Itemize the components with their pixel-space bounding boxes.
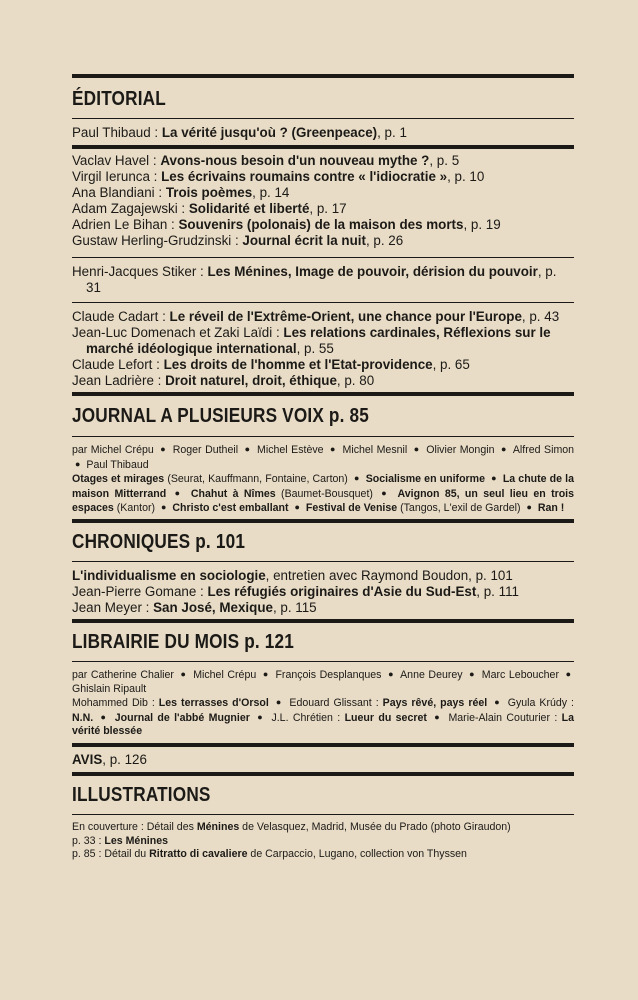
- journal-item-title: Christo c'est emballant: [172, 502, 289, 515]
- bullet-separator: ●: [353, 473, 360, 484]
- librairie-heading: LIBRAIRIE DU MOIS p. 121: [72, 630, 295, 653]
- bullet-separator: ●: [526, 502, 532, 513]
- bullet-separator: ●: [500, 444, 507, 454]
- librairie-contributors: [72, 668, 574, 696]
- editorial-group-2: [72, 264, 574, 296]
- contributors-prefix: par: [72, 668, 91, 681]
- entry-author: Virgil Ierunca :: [72, 169, 162, 184]
- editorial-lead-entry: [72, 125, 574, 141]
- journal-item-title: Avignon 85, un seul lieu en trois espaces: [72, 487, 575, 515]
- illustration-title: Ritratto di cavaliere: [149, 848, 248, 861]
- toc-entry: [72, 153, 574, 169]
- toc-entry: [72, 600, 574, 616]
- entry-page: , p. 80: [336, 373, 375, 388]
- toc-entry: [72, 264, 574, 296]
- toc-entry: [72, 201, 574, 217]
- entry-author: Claude Cadart :: [72, 309, 170, 324]
- review-author: Marie-Alain Couturier :: [448, 711, 562, 724]
- bullet-separator: ●: [161, 502, 167, 513]
- entry-author: Adrien Le Bihan :: [72, 217, 179, 232]
- bullet-separator: ●: [275, 697, 283, 708]
- bullet-separator: ●: [244, 444, 251, 454]
- review-title: Les terrasses d'Orsol: [158, 697, 269, 710]
- entry-page: , p. 10: [447, 169, 485, 184]
- editorial-heading: ÉDITORIAL: [72, 88, 166, 110]
- toc-entry: [72, 217, 574, 233]
- entry-title: Les relations cardinales, Réflexions sur le marché idéologique international: [86, 325, 551, 356]
- entry-title: Les écrivains roumains contre « l'idiocratie »: [161, 169, 448, 184]
- entry-title: L'individualisme en sociologie: [72, 567, 266, 583]
- review-title: Journal de l'abbé Mugnier: [114, 711, 250, 724]
- journal-item-title: La chute de la maison Mitterrand: [72, 473, 574, 500]
- journal-item-title: Festival de Venise: [305, 502, 398, 515]
- review-title: N.N.: [72, 711, 94, 724]
- entry-page: , p. 17: [309, 201, 347, 216]
- bullet-separator: ●: [174, 487, 183, 498]
- toc-entry: [72, 568, 574, 584]
- chroniques-heading: CHRONIQUES p. 101: [72, 530, 246, 553]
- illustrations-entries: [72, 821, 574, 862]
- contributor-name: Michel Estève: [257, 444, 324, 456]
- journal-item-title: Chahut à Nîmes: [190, 487, 276, 500]
- review-author: Edouard Glissant :: [289, 697, 383, 710]
- bullet-separator: ●: [294, 502, 300, 513]
- entry-page: , p. 65: [432, 357, 470, 372]
- contributor-name: Roger Dutheil: [172, 444, 239, 456]
- entry-author: Jean-Luc Domenach et Zaki Laïdi :: [72, 325, 284, 340]
- review-title: La vérité blessée: [72, 711, 575, 738]
- entry-title: Journal écrit la nuit: [242, 233, 366, 248]
- bullet-separator: ●: [434, 711, 442, 722]
- review-author: J.L. Chrétien :: [271, 711, 345, 724]
- bullet-separator: ●: [491, 473, 497, 484]
- entry-page: , p. 14: [252, 185, 290, 200]
- illustration-entry: [72, 848, 574, 862]
- entry-page: , p. 1: [377, 125, 407, 140]
- bullet-separator: ●: [75, 458, 81, 469]
- entry-author: Adam Zagajewski :: [72, 201, 189, 216]
- toc-entry: [72, 233, 574, 249]
- review-author: Mohammed Dib :: [72, 697, 159, 710]
- entry-author: Vaclav Havel :: [72, 153, 161, 168]
- entry-title: Souvenirs (polonais) de la maison des morts: [178, 217, 464, 232]
- toc-entry: [72, 185, 574, 201]
- illustrations-heading: ILLUSTRATIONS: [72, 783, 211, 806]
- toc-entry: [72, 169, 574, 185]
- editorial-group-1: [72, 153, 574, 249]
- bullet-separator: ●: [494, 697, 501, 708]
- illustration-prefix: p. 33 :: [72, 834, 105, 847]
- entry-author: Jean Meyer :: [72, 599, 154, 615]
- entry-title: Les droits de l'homme et l'Etat-providence: [163, 357, 433, 372]
- entry-title: Les Ménines, Image de pouvoir, dérision du pouvoir: [207, 264, 538, 279]
- illustration-prefix: p. 85 : Détail du: [72, 848, 150, 861]
- bullet-separator: ●: [413, 444, 420, 454]
- entry-title: Avons-nous besoin d'un nouveau mythe ?: [160, 153, 430, 168]
- bullet-separator: ●: [381, 487, 390, 498]
- bullet-separator: ●: [160, 444, 167, 454]
- bullet-separator: ●: [469, 668, 476, 679]
- avis-page: , p. 126: [102, 751, 147, 767]
- journal-item-title: Socialisme en uniforme: [365, 473, 485, 486]
- illustration-title: Les Ménines: [104, 834, 168, 847]
- toc-entry: [72, 584, 574, 600]
- journal-contributors: [72, 443, 574, 472]
- illustration-title: Ménines: [196, 820, 240, 833]
- bullet-separator: ●: [565, 668, 571, 679]
- entry-title: La vérité jusqu'où ? (Greenpeace): [161, 125, 378, 140]
- review-author: Gyula Krúdy :: [507, 697, 575, 710]
- entry-page: , p. 111: [476, 583, 519, 599]
- entry-title: Droit naturel, droit, éthique: [165, 373, 337, 388]
- illustration-entry: [72, 821, 574, 835]
- contributor-name: Olivier Mongin: [426, 444, 495, 456]
- bullet-separator: ●: [262, 668, 269, 679]
- bullet-separator: ●: [180, 668, 187, 679]
- illustration-suffix: de Carpaccio, Lugano, collection von Thyssen: [247, 848, 467, 861]
- contributor-name: Marc Leboucher: [481, 668, 559, 681]
- entry-author: Jean-Pierre Gomane :: [72, 583, 208, 599]
- journal-item-note: (Kantor): [113, 502, 156, 515]
- entry-page: , entretien avec Raymond Boudon, p. 101: [265, 567, 513, 583]
- contributor-name: Michel Crépu: [90, 444, 154, 456]
- journal-item-title: Ran !: [537, 502, 565, 515]
- entry-page: , p. 26: [365, 233, 404, 248]
- entry-author: Ana Blandiani :: [72, 185, 166, 200]
- toc-entry: [72, 309, 574, 325]
- journal-item-title: Otages et mirages: [72, 473, 165, 486]
- entry-page: , p. 115: [272, 599, 317, 615]
- illustration-suffix: de Velasquez, Madrid, Musée du Prado (photo Giraudon): [239, 820, 511, 833]
- contributor-name: Paul Thibaud: [86, 458, 149, 471]
- entry-page: , p. 19: [463, 217, 501, 232]
- contributor-name: Anne Deurey: [400, 668, 463, 681]
- contributors-prefix: par: [72, 444, 91, 456]
- contributor-name: François Desplanques: [275, 668, 382, 681]
- contents-column: [72, 74, 574, 862]
- review-title: Lueur du secret: [344, 711, 427, 724]
- bullet-separator: ●: [257, 711, 265, 722]
- entry-author: Paul Thibaud :: [72, 125, 162, 140]
- review-title: Pays rêvé, pays réel: [382, 697, 488, 710]
- entry-author: Jean Ladrière :: [72, 373, 166, 388]
- entry-author: Claude Lefort :: [72, 357, 164, 372]
- entry-author: Gustaw Herling-Grudzinski :: [72, 233, 243, 248]
- entry-title: Solidarité et liberté: [188, 201, 310, 216]
- bullet-separator: ●: [388, 668, 395, 679]
- entry-title: Le réveil de l'Extrême-Orient, une chance pour l'Europe: [169, 309, 522, 324]
- contributor-name: Ghislain Ripault: [72, 682, 147, 695]
- toc-entry: [72, 325, 574, 357]
- contributor-name: Michel Mesnil: [342, 444, 408, 456]
- entry-page: , p. 43: [521, 309, 560, 324]
- entry-title: Trois poèmes: [165, 185, 253, 200]
- avis-title: AVIS: [72, 751, 103, 767]
- contributor-name: Michel Crépu: [193, 668, 257, 681]
- entry-page: , p. 31: [86, 264, 557, 295]
- avis-entry: [72, 752, 574, 768]
- bullet-separator: ●: [330, 444, 337, 454]
- entry-title: San José, Mexique: [153, 599, 273, 615]
- entry-author: Henri-Jacques Stiker :: [72, 264, 208, 279]
- bullet-separator: ●: [100, 711, 108, 722]
- toc-entry: [72, 357, 574, 373]
- journal-item-note: (Baumet-Bousquet): [275, 487, 373, 500]
- chroniques-entries: [72, 568, 574, 616]
- journal-heading: JOURNAL A PLUSIEURS VOIX p. 85: [72, 405, 369, 427]
- journal-item-note: (Seurat, Kauffmann, Fontaine, Carton): [164, 473, 348, 486]
- contributor-name: Catherine Chalier: [90, 668, 174, 681]
- journal-item-note: (Tangos, L'exil de Gardel): [397, 502, 521, 515]
- entry-page: , p. 5: [429, 153, 460, 168]
- journal-items: [72, 472, 574, 516]
- toc-entry: [72, 373, 574, 389]
- illustration-entry: [72, 835, 574, 849]
- entry-title: Les réfugiés originaires d'Asie du Sud-Est: [207, 583, 477, 599]
- editorial-group-3: [72, 309, 574, 389]
- illustration-prefix: En couverture : Détail des: [72, 820, 197, 833]
- contributor-name: Alfred Simon: [512, 444, 575, 456]
- entry-page: , p. 55: [296, 341, 334, 356]
- librairie-items: [72, 696, 574, 739]
